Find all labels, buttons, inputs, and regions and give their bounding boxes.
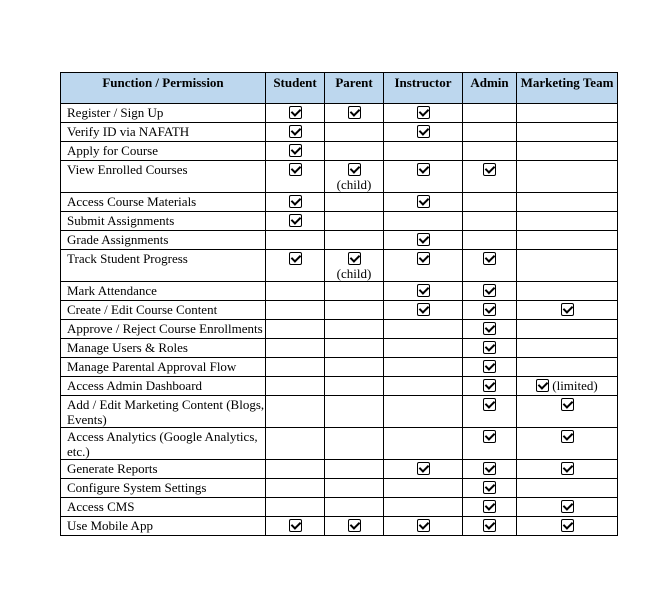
table-row bbox=[61, 428, 618, 460]
permission-cell-marketing-team bbox=[517, 231, 618, 250]
permission-cell-student bbox=[266, 377, 325, 396]
permission-cell-parent bbox=[325, 282, 384, 301]
table-row bbox=[61, 396, 618, 428]
permission-cell-admin bbox=[463, 250, 517, 282]
checkbox-checked-icon bbox=[417, 163, 430, 176]
checkbox-checked-icon bbox=[348, 163, 361, 176]
table-row bbox=[61, 479, 618, 498]
function-label: Manage Users & Roles bbox=[61, 339, 266, 358]
table-row bbox=[61, 498, 618, 517]
permission-cell-instructor bbox=[384, 104, 463, 123]
function-label: Verify ID via NAFATH bbox=[61, 123, 266, 142]
checkbox-checked-icon bbox=[483, 341, 496, 354]
permission-cell-admin bbox=[463, 428, 517, 460]
permission-note: (child) bbox=[336, 177, 372, 192]
table-row bbox=[61, 460, 618, 479]
permission-cell-student bbox=[266, 460, 325, 479]
permission-cell-parent bbox=[325, 123, 384, 142]
permission-cell-instructor bbox=[384, 301, 463, 320]
permission-cell-instructor bbox=[384, 396, 463, 428]
permission-cell-instructor bbox=[384, 498, 463, 517]
permission-table bbox=[60, 72, 618, 536]
checkbox-checked-icon bbox=[561, 303, 574, 316]
permission-cell-admin bbox=[463, 479, 517, 498]
checkbox-checked-icon bbox=[417, 106, 430, 119]
function-label: Mark Attendance bbox=[61, 282, 266, 301]
checkbox-checked-icon bbox=[561, 519, 574, 532]
permission-cell-parent bbox=[325, 339, 384, 358]
checkbox-checked-icon bbox=[561, 398, 574, 411]
permission-cell-parent bbox=[325, 498, 384, 517]
checkbox-checked-icon bbox=[483, 519, 496, 532]
permission-cell-admin bbox=[463, 377, 517, 396]
checkbox-checked-icon bbox=[417, 125, 430, 138]
permission-cell-marketing-team bbox=[517, 358, 618, 377]
permission-cell-student bbox=[266, 161, 325, 193]
table-row bbox=[61, 250, 618, 282]
permission-cell-admin bbox=[463, 231, 517, 250]
permission-cell-marketing-team bbox=[517, 250, 618, 282]
function-label: Grade Assignments bbox=[61, 231, 266, 250]
header-parent: Parent bbox=[325, 73, 384, 104]
permission-cell-instructor bbox=[384, 428, 463, 460]
permission-cell-instructor bbox=[384, 282, 463, 301]
permission-cell-instructor bbox=[384, 358, 463, 377]
permission-cell-marketing-team bbox=[517, 212, 618, 231]
function-label: View Enrolled Courses bbox=[61, 161, 266, 193]
table-row bbox=[61, 231, 618, 250]
checkbox-checked-icon bbox=[348, 106, 361, 119]
function-label: Create / Edit Course Content bbox=[61, 301, 266, 320]
table-row bbox=[61, 339, 618, 358]
permission-cell-instructor bbox=[384, 320, 463, 339]
permission-cell-marketing-team bbox=[517, 339, 618, 358]
permission-cell-student bbox=[266, 212, 325, 231]
checkbox-checked-icon bbox=[536, 379, 549, 392]
table-row bbox=[61, 358, 618, 377]
permission-note: (child) bbox=[336, 266, 372, 281]
header-student: Student bbox=[266, 73, 325, 104]
permission-cell-parent bbox=[325, 460, 384, 479]
permission-cell-student bbox=[266, 428, 325, 460]
checkbox-checked-icon bbox=[483, 360, 496, 373]
checkbox-checked-icon bbox=[289, 144, 302, 157]
permission-cell-instructor bbox=[384, 142, 463, 161]
permission-cell-parent bbox=[325, 104, 384, 123]
checkbox-checked-icon bbox=[483, 284, 496, 297]
checkbox-checked-icon bbox=[483, 462, 496, 475]
permission-cell-marketing-team bbox=[517, 301, 618, 320]
permission-cell-student bbox=[266, 396, 325, 428]
permission-cell-parent bbox=[325, 320, 384, 339]
permission-cell-instructor bbox=[384, 339, 463, 358]
permission-cell-parent bbox=[325, 231, 384, 250]
table-row bbox=[61, 123, 618, 142]
permission-cell-parent bbox=[325, 479, 384, 498]
checkbox-checked-icon bbox=[417, 284, 430, 297]
permission-cell-admin bbox=[463, 320, 517, 339]
function-label: Submit Assignments bbox=[61, 212, 266, 231]
table-row bbox=[61, 142, 618, 161]
permission-cell-parent bbox=[325, 396, 384, 428]
permission-cell-parent bbox=[325, 377, 384, 396]
checkbox-checked-icon bbox=[348, 519, 361, 532]
permission-cell-admin bbox=[463, 142, 517, 161]
permission-cell-marketing-team bbox=[517, 193, 618, 212]
permission-cell-marketing-team bbox=[517, 161, 618, 193]
checkbox-checked-icon bbox=[483, 322, 496, 335]
permission-cell-admin bbox=[463, 460, 517, 479]
table-row bbox=[61, 161, 618, 193]
permission-cell-marketing-team bbox=[517, 460, 618, 479]
function-label: Register / Sign Up bbox=[61, 104, 266, 123]
permission-cell-marketing-team bbox=[517, 396, 618, 428]
permission-cell-marketing-team bbox=[517, 479, 618, 498]
permission-cell-parent bbox=[325, 358, 384, 377]
permission-cell-student bbox=[266, 282, 325, 301]
permission-cell-instructor bbox=[384, 212, 463, 231]
permission-cell-student bbox=[266, 123, 325, 142]
permission-cell-student bbox=[266, 193, 325, 212]
checkbox-checked-icon bbox=[417, 462, 430, 475]
function-label: Approve / Reject Course Enrollments bbox=[61, 320, 266, 339]
header-admin: Admin bbox=[463, 73, 517, 104]
table-row bbox=[61, 320, 618, 339]
permission-cell-admin bbox=[463, 212, 517, 231]
permission-cell-marketing-team bbox=[517, 282, 618, 301]
checkbox-checked-icon bbox=[561, 500, 574, 513]
permission-cell-admin bbox=[463, 123, 517, 142]
header-row bbox=[61, 73, 618, 104]
checkbox-checked-icon bbox=[289, 252, 302, 265]
function-label: Manage Parental Approval Flow bbox=[61, 358, 266, 377]
permission-cell-marketing-team bbox=[517, 377, 618, 396]
table-row bbox=[61, 212, 618, 231]
permission-cell-instructor bbox=[384, 123, 463, 142]
table-body bbox=[61, 104, 618, 536]
permission-cell-marketing-team bbox=[517, 428, 618, 460]
function-label: Track Student Progress bbox=[61, 250, 266, 282]
permission-note: (limited) bbox=[552, 378, 598, 393]
function-label: Access CMS bbox=[61, 498, 266, 517]
permission-cell-instructor bbox=[384, 517, 463, 536]
function-label: Configure System Settings bbox=[61, 479, 266, 498]
permission-cell-student bbox=[266, 104, 325, 123]
checkbox-checked-icon bbox=[289, 195, 302, 208]
permission-cell-parent bbox=[325, 212, 384, 231]
permission-cell-student bbox=[266, 498, 325, 517]
permission-cell-student bbox=[266, 358, 325, 377]
permission-cell-parent bbox=[325, 301, 384, 320]
header-marketing-team: Marketing Team bbox=[517, 73, 618, 104]
function-label: Access Analytics (Google Analytics, etc.) bbox=[61, 428, 266, 460]
permission-cell-instructor bbox=[384, 250, 463, 282]
permission-cell-admin bbox=[463, 517, 517, 536]
permission-cell-parent bbox=[325, 142, 384, 161]
checkbox-checked-icon bbox=[483, 398, 496, 411]
checkbox-checked-icon bbox=[348, 252, 361, 265]
checkbox-checked-icon bbox=[483, 481, 496, 494]
permission-cell-marketing-team bbox=[517, 517, 618, 536]
table-row bbox=[61, 282, 618, 301]
checkbox-checked-icon bbox=[417, 303, 430, 316]
permission-cell-student bbox=[266, 142, 325, 161]
checkbox-checked-icon bbox=[483, 500, 496, 513]
checkbox-checked-icon bbox=[289, 106, 302, 119]
permission-cell-parent bbox=[325, 250, 384, 282]
permission-cell-admin bbox=[463, 339, 517, 358]
permission-cell-marketing-team bbox=[517, 142, 618, 161]
permission-cell-admin bbox=[463, 396, 517, 428]
permission-cell-student bbox=[266, 479, 325, 498]
permission-cell-admin bbox=[463, 282, 517, 301]
permission-cell-marketing-team bbox=[517, 498, 618, 517]
permission-cell-marketing-team bbox=[517, 320, 618, 339]
checkbox-checked-icon bbox=[483, 379, 496, 392]
header-function: Function / Permission bbox=[61, 73, 266, 104]
permission-cell-marketing-team bbox=[517, 123, 618, 142]
table-row bbox=[61, 301, 618, 320]
checkbox-checked-icon bbox=[289, 519, 302, 532]
table-row bbox=[61, 377, 618, 396]
permission-cell-student bbox=[266, 320, 325, 339]
permission-cell-student bbox=[266, 301, 325, 320]
checkbox-checked-icon bbox=[561, 462, 574, 475]
checkbox-checked-icon bbox=[417, 233, 430, 246]
permission-cell-admin bbox=[463, 104, 517, 123]
checkbox-checked-icon bbox=[483, 430, 496, 443]
permission-cell-student bbox=[266, 517, 325, 536]
permission-cell-admin bbox=[463, 193, 517, 212]
permission-cell-parent bbox=[325, 193, 384, 212]
permission-cell-instructor bbox=[384, 479, 463, 498]
permission-cell-instructor bbox=[384, 377, 463, 396]
checkbox-checked-icon bbox=[417, 252, 430, 265]
checkbox-checked-icon bbox=[561, 430, 574, 443]
function-label: Use Mobile App bbox=[61, 517, 266, 536]
permission-cell-admin bbox=[463, 498, 517, 517]
function-label: Apply for Course bbox=[61, 142, 266, 161]
checkbox-checked-icon bbox=[289, 163, 302, 176]
checkbox-checked-icon bbox=[483, 163, 496, 176]
permission-cell-instructor bbox=[384, 161, 463, 193]
permission-cell-admin bbox=[463, 301, 517, 320]
function-label: Access Admin Dashboard bbox=[61, 377, 266, 396]
permission-cell-student bbox=[266, 339, 325, 358]
permission-cell-parent bbox=[325, 517, 384, 536]
checkbox-checked-icon bbox=[483, 252, 496, 265]
permission-cell-instructor bbox=[384, 460, 463, 479]
checkbox-checked-icon bbox=[417, 519, 430, 532]
checkbox-checked-icon bbox=[483, 303, 496, 316]
permission-cell-instructor bbox=[384, 193, 463, 212]
permission-cell-instructor bbox=[384, 231, 463, 250]
permission-cell-marketing-team bbox=[517, 104, 618, 123]
permission-cell-student bbox=[266, 250, 325, 282]
function-label: Access Course Materials bbox=[61, 193, 266, 212]
table-row bbox=[61, 517, 618, 536]
header-instructor: Instructor bbox=[384, 73, 463, 104]
checkbox-checked-icon bbox=[289, 125, 302, 138]
table-row bbox=[61, 193, 618, 212]
permission-cell-admin bbox=[463, 358, 517, 377]
checkbox-checked-icon bbox=[289, 214, 302, 227]
function-label: Generate Reports bbox=[61, 460, 266, 479]
checkbox-checked-icon bbox=[417, 195, 430, 208]
permission-cell-student bbox=[266, 231, 325, 250]
function-label: Add / Edit Marketing Content (Blogs, Events) bbox=[61, 396, 266, 428]
permission-cell-parent bbox=[325, 428, 384, 460]
permission-cell-admin bbox=[463, 161, 517, 193]
permission-cell-parent bbox=[325, 161, 384, 193]
table-row bbox=[61, 104, 618, 123]
